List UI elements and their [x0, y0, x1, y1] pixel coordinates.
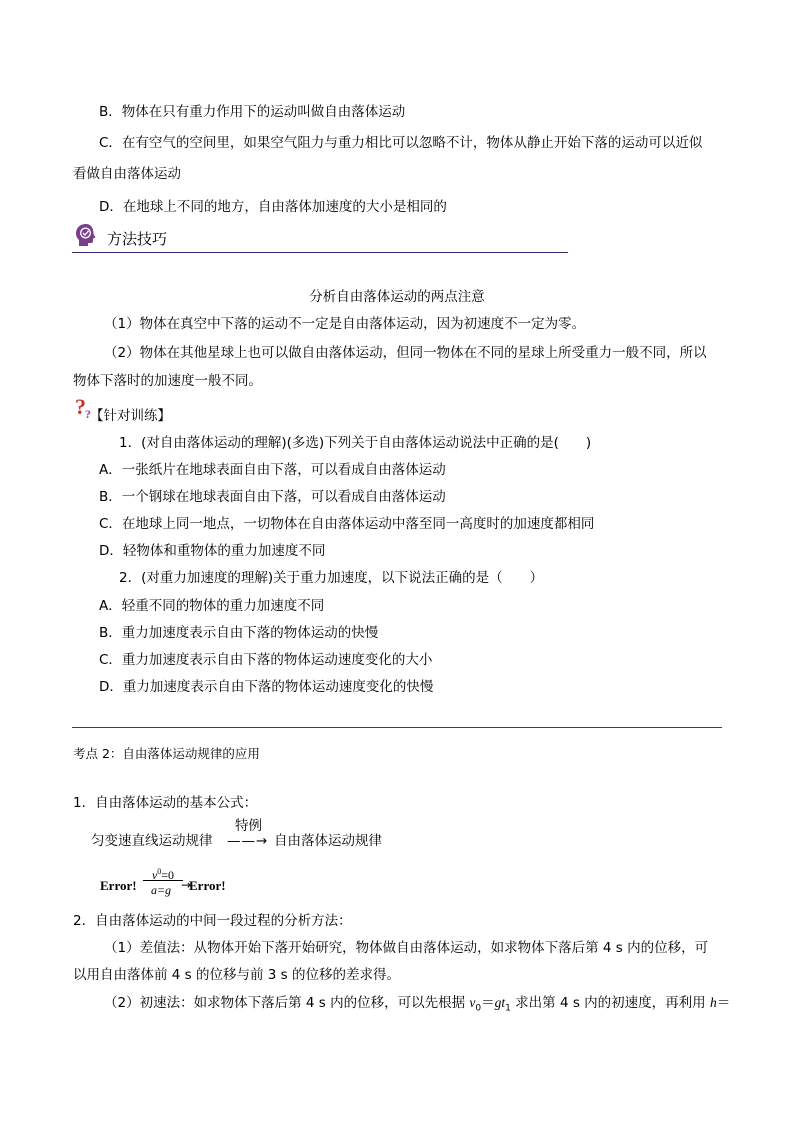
initial-velocity-method [104, 994, 730, 1018]
option-c-text-cont: 看做自由落体运动 [73, 166, 181, 182]
method-point-1: （1）物体在真空中下落的运动不一定是自由落体运动，因为初速度不一定为零。 [104, 316, 586, 332]
q1-option-d: D．轻物体和重物体的重力加速度不同 [99, 543, 326, 559]
iv-v: v [469, 995, 476, 1010]
svg-text:?: ? [75, 396, 86, 419]
svg-text:?: ? [85, 407, 91, 420]
iv-t: t [501, 995, 506, 1010]
iv-sub0: 0 [475, 1003, 482, 1014]
difference-method-cont: 以用自由落体前 4 s 的位移与前 3 s 的位移的差求得。 [73, 967, 400, 983]
question-2: 2．(对重力加速度的理解)关于重力加速度，以下说法正确的是（ ） [119, 570, 544, 586]
difference-method: （1）差值法：从物体开始下落开始研究，物体做自由落体运动，如求物体下落后第 4 s 内的位移，可 [104, 940, 709, 956]
q2-option-a: A．轻重不同的物体的重力加速度不同 [99, 598, 325, 614]
free-fall-rule-label: 自由落体运动规律 [274, 833, 382, 849]
training-heading: 【针对训练】 [90, 408, 171, 424]
formula-error-right: Error! [189, 878, 226, 893]
condition-top [141, 866, 185, 881]
special-case-arrow: ——→ [227, 833, 269, 849]
condition-fraction-bar [143, 880, 183, 881]
q1-option-c: C．在地球上同一地点，一切物体在自由落体运动中落至同一高度时的加速度都相同 [99, 516, 595, 532]
iv-mid: 求出第 4 s 内的初速度，再利用 [510, 995, 710, 1011]
question-1: 1．(对自由落体运动的理解)(多选)下列关于自由落体运动说法中正确的是( ) [119, 435, 592, 451]
condition-v-sup: 0 [157, 867, 162, 876]
method-heading: 方法技巧 [107, 230, 168, 248]
middle-process-heading: 2．自由落体运动的中间一段过程的分析方法： [73, 913, 352, 929]
formula-arrow: → [181, 878, 192, 892]
option-b-text: B．物体在只有重力作用下的运动叫做自由落体运动 [99, 104, 406, 120]
q2-option-c: C．重力加速度表示自由下落的物体运动速度变化的大小 [99, 652, 433, 668]
condition-eq: =0 [161, 868, 175, 882]
formula-error-left: Error! [100, 878, 137, 893]
option-d-text: D．在地球上不同的地方，自由落体加速度的大小是相同的 [99, 199, 447, 215]
method-point-2-cont: 物体下落时的加速度一般不同。 [73, 373, 262, 389]
q2-option-b: B．重力加速度表示自由下落的物体运动的快慢 [99, 625, 379, 641]
brain-head-icon [72, 221, 100, 249]
method-subtitle: 分析自由落体运动的两点注意 [309, 289, 485, 305]
condition-v: v [151, 868, 158, 882]
formula-section-heading: 1．自由落体运动的基本公式： [73, 795, 258, 811]
section-divider [72, 727, 722, 728]
q2-option-d: D．重力加速度表示自由下落的物体运动速度变化的快慢 [99, 679, 434, 695]
kaodian-title: 考点 2：自由落体运动规律的应用 [73, 746, 260, 761]
iv-sub1: 1 [505, 1003, 511, 1014]
method-point-2: （2）物体在其他星球上也可以做自由落体运动，但同一物体在不同的星球上所受重力一般不同，所以 [104, 345, 707, 361]
uniform-accel-rule-label: 匀变速直线运动规律 [91, 833, 213, 849]
option-c-text: C．在有空气的空间里，如果空气阻力与重力相比可以忽略不计，物体从静止开始下落的运动可以近似 [99, 135, 703, 151]
q1-option-b: B．一个钢球在地球表面自由下落，可以看成自由落体运动 [99, 489, 446, 505]
iv-h: h [709, 995, 717, 1010]
condition-bottom: a=g [150, 883, 172, 897]
method-underline [72, 252, 568, 253]
iv-pre: （2）初速法：如求物体下落后第 4 s 内的位移，可以先根据 [104, 995, 470, 1011]
iv-eq: ＝ [481, 995, 495, 1011]
iv-g: g [494, 995, 502, 1010]
q1-option-a: A．一张纸片在地球表面自由下落，可以看成自由落体运动 [99, 462, 446, 478]
iv-end: ＝ [716, 995, 731, 1011]
special-case-label: 特例 [235, 818, 262, 834]
